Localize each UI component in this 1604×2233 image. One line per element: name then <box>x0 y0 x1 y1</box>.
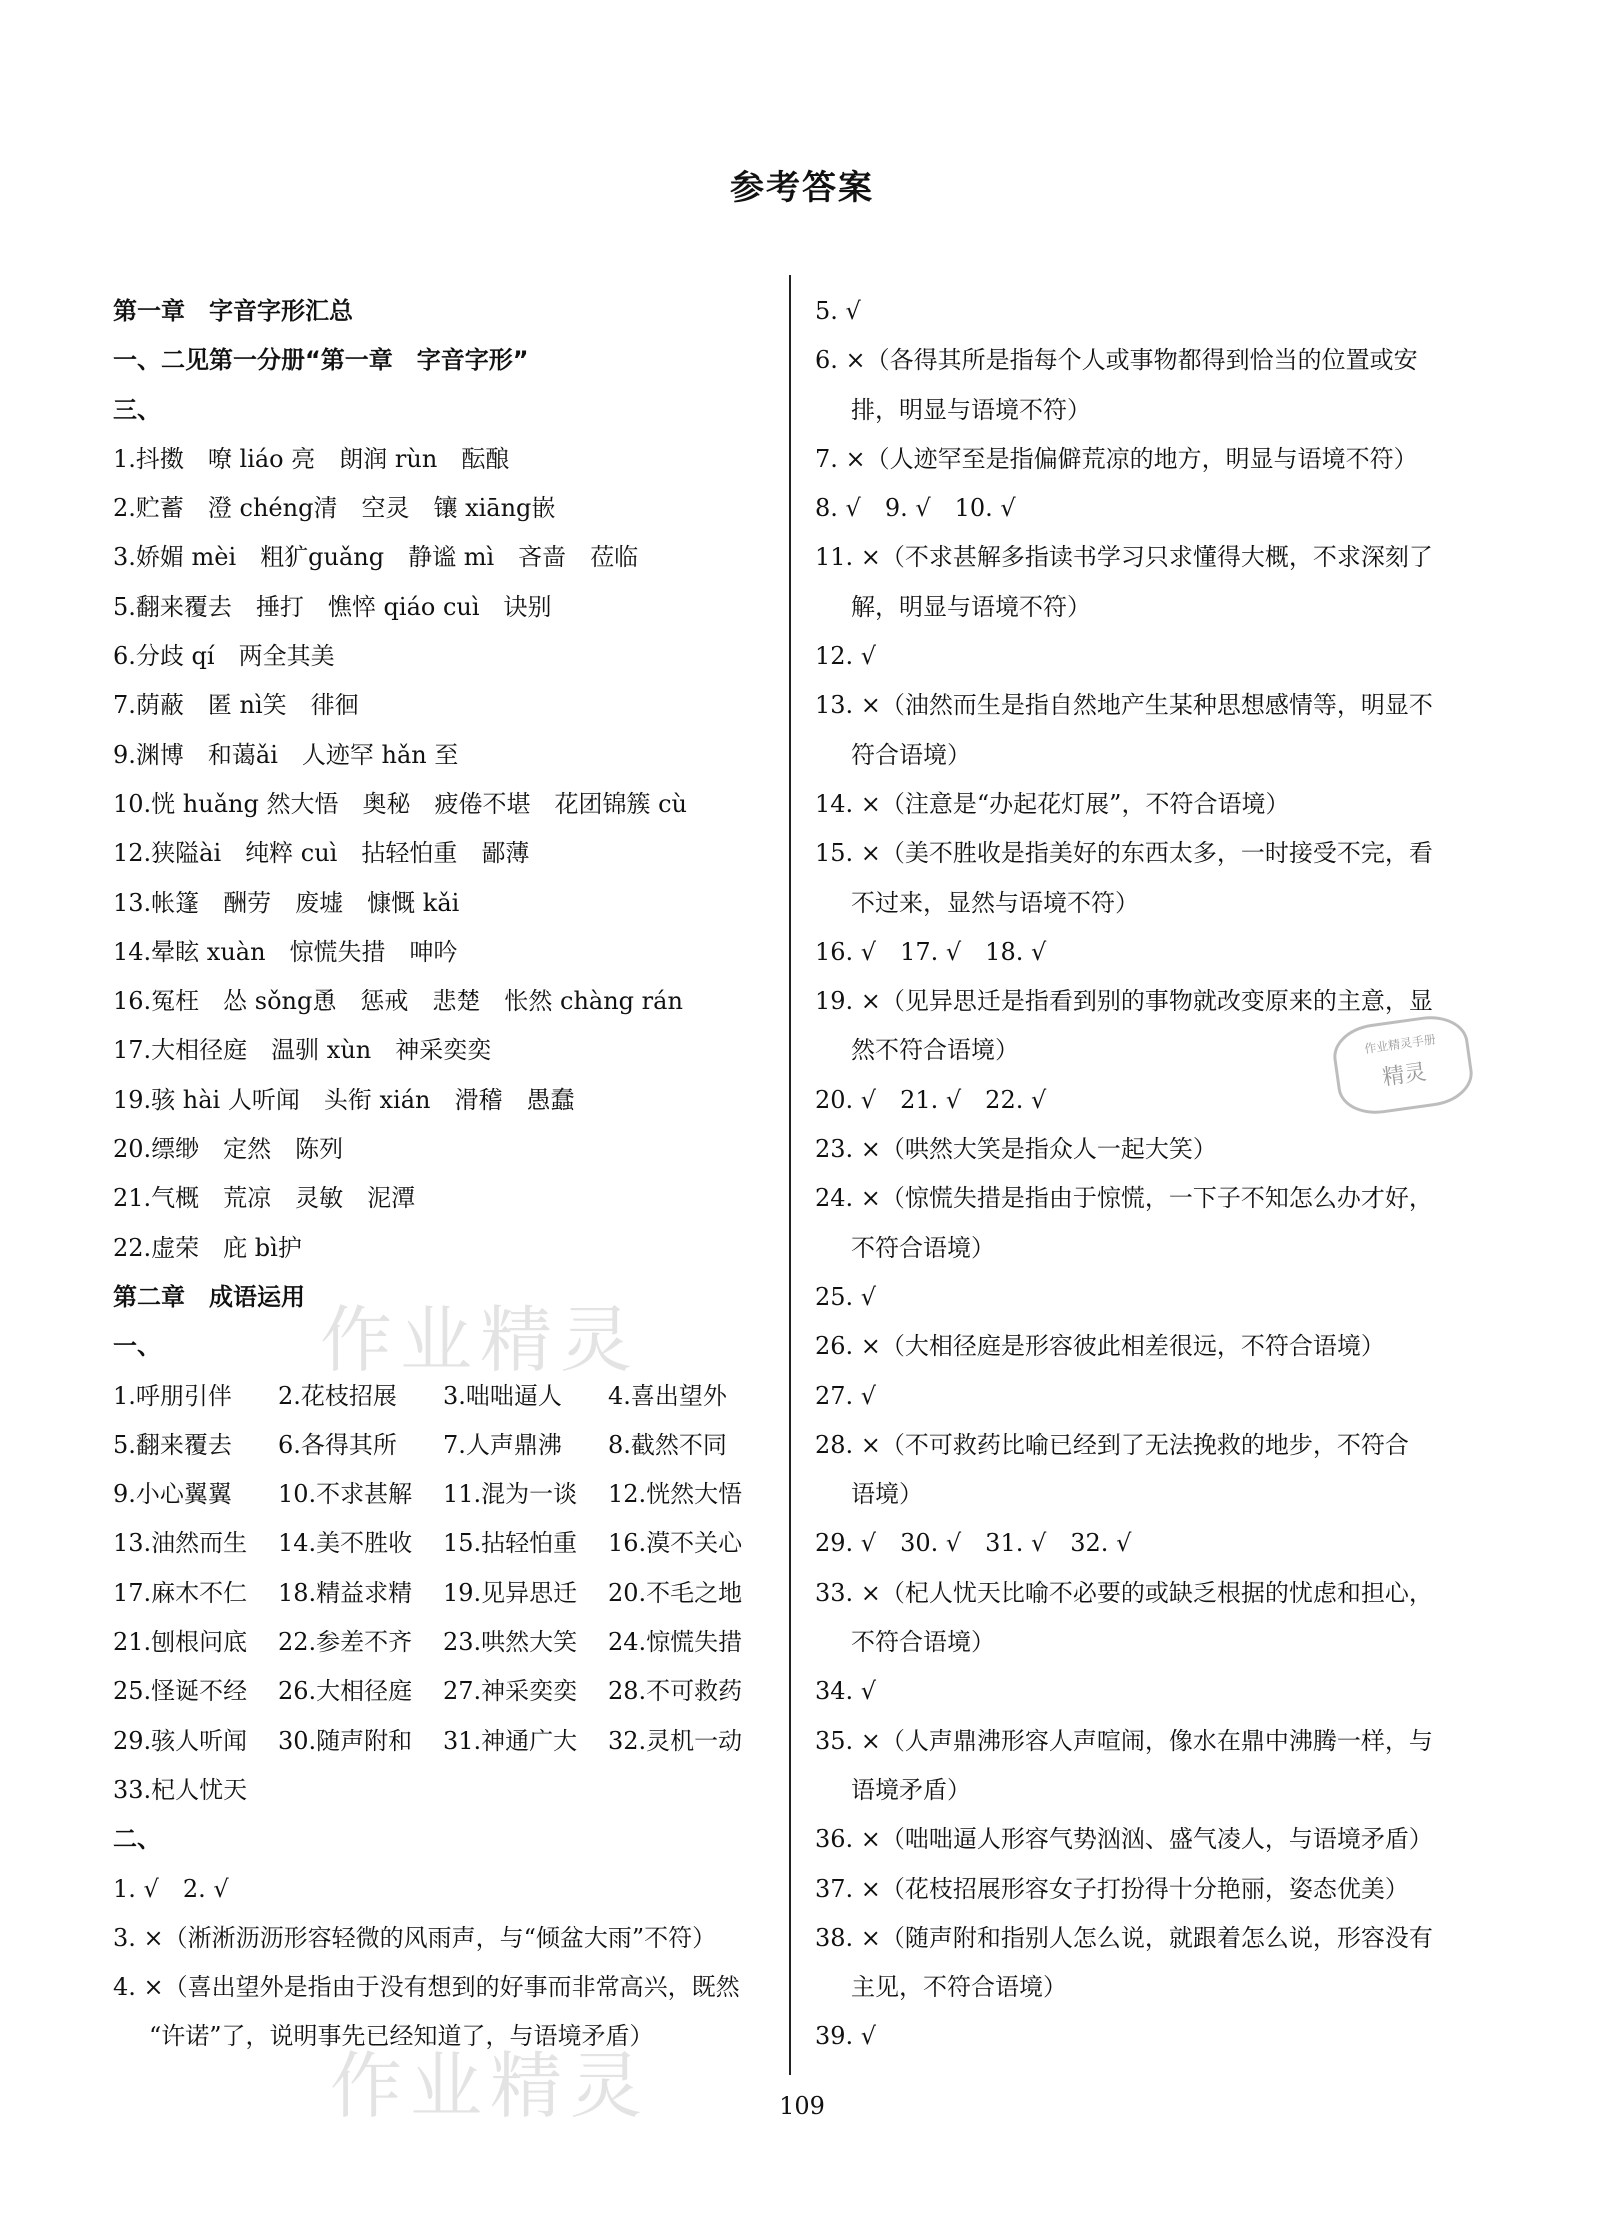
idiom-item: 23.哄然大笑 <box>443 1628 578 1657</box>
answer-line: 10.恍 huǎng 然大悟 奥秘 疲倦不堪 花团锦簇 cù <box>113 789 687 818</box>
answer-line: 5.翻来覆去 捶打 憔悴 qiáo cuì 诀别 <box>113 592 552 621</box>
answer-line: 19. ×（见异思迁是指看到别的事物就改变原来的主意，显 <box>815 987 1433 1016</box>
answer-line: 27. √ <box>815 1381 877 1410</box>
answer-line: 25. √ <box>815 1282 877 1311</box>
chapter2-heading: 第二章 成语运用 <box>113 1282 305 1311</box>
idiom-item: 26.大相径庭 <box>278 1677 413 1706</box>
answer-line: 3.娇媚 mèi 粗犷guǎng 静谧 mì 吝啬 莅临 <box>113 543 639 572</box>
answer-line: 16.冤枉 怂 sǒng恿 惩戒 悲楚 怅然 chàng rán <box>113 987 683 1016</box>
section-heading: 一、 <box>113 1332 161 1361</box>
answer-line: 11. ×（不求甚解多指读书学习只求懂得大概，不求深刻了 <box>815 543 1433 572</box>
idiom-item: 29.骇人听闻 <box>113 1726 248 1755</box>
answer-line: 语境） <box>851 1480 923 1509</box>
answer-line: 35. ×（人声鼎沸形容人声喧闹，像水在鼎中沸腾一样，与 <box>815 1726 1433 1755</box>
idiom-row <box>113 1569 773 1618</box>
answer-line: 36. ×（咄咄逼人形容气势汹汹、盛气凌人，与语境矛盾） <box>815 1825 1433 1854</box>
answer-line: 3. ×（淅淅沥沥形容轻微的风雨声，与“倾盆大雨”不符） <box>113 1923 717 1952</box>
answer-line: 29. √ 30. √ 31. √ 32. √ <box>815 1529 1132 1558</box>
stamp-line1: 作业精灵手册 <box>1363 1032 1437 1057</box>
answer-line: 13. ×（油然而生是指自然地产生某种思想感情等，明显不 <box>815 691 1433 720</box>
answer-line: 15. ×（美不胜收是指美好的东西太多，一时接受不完，看 <box>815 839 1433 868</box>
idiom-item: 15.拈轻怕重 <box>443 1529 578 1558</box>
idiom-item: 7.人声鼎沸 <box>443 1430 562 1459</box>
idiom-row <box>113 1421 773 1470</box>
answer-line: 4. ×（喜出望外是指由于没有想到的好事而非常高兴，既然 <box>113 1973 740 2002</box>
idiom-row <box>113 1667 773 1716</box>
answer-line: 5. √ <box>815 297 861 325</box>
section-heading: 二、 <box>113 1825 161 1854</box>
answer-line: 12. √ <box>815 642 877 671</box>
answer-line: 13.帐篷 酬劳 废墟 慷慨 kǎi <box>113 888 460 917</box>
answer-line: 21.气概 荒凉 灵敏 泥潭 <box>113 1184 416 1213</box>
idiom-item: 4.喜出望外 <box>608 1381 727 1410</box>
idiom-item: 33.杞人忧天 <box>113 1775 248 1804</box>
answer-line: 9.渊博 和蔼ǎi 人迹罕 hǎn 至 <box>113 740 459 769</box>
watermark: 作业精灵 <box>330 2044 651 2128</box>
answer-line: 34. √ <box>815 1677 877 1706</box>
idiom-item: 9.小心翼翼 <box>113 1480 232 1509</box>
answer-line: 6.分歧 qí 两全其美 <box>113 642 335 671</box>
idiom-item: 30.随声附和 <box>278 1726 413 1755</box>
idiom-item: 31.神通广大 <box>443 1726 578 1755</box>
idiom-item: 14.美不胜收 <box>278 1529 413 1558</box>
idiom-row <box>113 1766 773 1815</box>
section-heading: 一、二见第一分册“第一章 字音字形” <box>113 346 529 375</box>
answer-line: 12.狭隘ài 纯粹 cuì 拈轻怕重 鄙薄 <box>113 839 530 868</box>
answer-line: 26. ×（大相径庭是形容彼此相差很远，不符合语境） <box>815 1332 1385 1361</box>
answer-line: 1.抖擞 嘹 liáo 亮 朗润 rùn 酝酿 <box>113 444 510 473</box>
idiom-row <box>113 1519 773 1568</box>
left-column <box>113 287 773 2062</box>
answer-line: 2.贮蓄 澄 chéng清 空灵 镶 xiāng嵌 <box>113 494 556 523</box>
idiom-item: 8.截然不同 <box>608 1430 727 1459</box>
idiom-row <box>113 1470 773 1519</box>
idiom-item: 22.参差不齐 <box>278 1628 413 1657</box>
answer-line: 17.大相径庭 温驯 xùn 神采奕奕 <box>113 1036 492 1065</box>
answer-line: 然不符合语境） <box>851 1036 1019 1065</box>
answer-line: 解，明显与语境不符） <box>851 592 1091 621</box>
answer-line: 37. ×（花枝招展形容女子打扮得十分艳丽，姿态优美） <box>815 1874 1409 1903</box>
answer-line: 16. √ 17. √ 18. √ <box>815 937 1047 966</box>
idiom-item: 24.惊慌失措 <box>608 1628 743 1657</box>
idiom-row <box>113 1372 773 1421</box>
idiom-item: 3.咄咄逼人 <box>443 1381 562 1410</box>
watermark: 作业精灵 <box>320 1298 641 1382</box>
answer-line: 28. ×（不可救药比喻已经到了无法挽救的地步，不符合 <box>815 1430 1409 1459</box>
idiom-item: 5.翻来覆去 <box>113 1430 232 1459</box>
idiom-item: 32.灵机一动 <box>608 1726 743 1755</box>
answer-line: 主见，不符合语境） <box>851 1973 1067 2002</box>
answer-line: 不过来，显然与语境不符） <box>851 888 1139 917</box>
idiom-item: 28.不可救药 <box>608 1677 743 1706</box>
answer-line: 符合语境） <box>851 740 971 769</box>
answer-line: 7. ×（人迹罕至是指偏僻荒凉的地方，明显与语境不符） <box>815 444 1418 473</box>
answer-line: 不符合语境） <box>851 1233 995 1262</box>
idiom-item: 10.不求甚解 <box>278 1480 413 1509</box>
answer-line: 22.虚荣 庇 bì护 <box>113 1233 302 1262</box>
page-number: 109 <box>779 2092 825 2120</box>
idiom-item: 13.油然而生 <box>113 1529 248 1558</box>
section-heading: 三、 <box>113 395 161 424</box>
answer-line: 23. ×（哄然大笑是指众人一起大笑） <box>815 1135 1217 1164</box>
answer-line: 语境矛盾） <box>851 1775 971 1804</box>
chapter1-heading: 第一章 字音字形汇总 <box>113 297 353 325</box>
idiom-item: 11.混为一谈 <box>443 1480 578 1509</box>
answer-line: 33. ×（杞人忧天比喻不必要的或缺乏根据的忧虑和担心， <box>815 1578 1433 1607</box>
answer-line: 1. √ 2. √ <box>113 1874 229 1903</box>
answer-line: 不符合语境） <box>851 1628 995 1657</box>
idiom-row <box>113 1717 773 1766</box>
idiom-item: 16.漠不关心 <box>608 1529 743 1558</box>
stamp-line2: 精灵 <box>1380 1059 1428 1091</box>
right-column <box>815 287 1475 2062</box>
idiom-item: 2.花枝招展 <box>278 1381 397 1410</box>
answer-line: 14. ×（注意是“办起花灯展”，不符合语境） <box>815 789 1290 818</box>
page-title: 参考答案 <box>730 168 874 208</box>
idiom-item: 19.见异思迁 <box>443 1578 578 1607</box>
idiom-item: 17.麻木不仁 <box>113 1578 248 1607</box>
answer-line: “许诺”了，说明事先已经知道了，与语境矛盾） <box>149 2022 654 2051</box>
idiom-item: 21.刨根问底 <box>113 1628 248 1657</box>
answer-line: 20.缥缈 定然 陈列 <box>113 1135 344 1164</box>
idiom-item: 6.各得其所 <box>278 1430 397 1459</box>
idiom-item: 1.呼朋引伴 <box>113 1381 232 1410</box>
answer-line: 20. √ 21. √ 22. √ <box>815 1085 1047 1114</box>
answer-line: 24. ×（惊慌失措是指由于惊慌，一下子不知怎么办才好， <box>815 1184 1433 1213</box>
idiom-item: 12.恍然大悟 <box>608 1480 743 1509</box>
idiom-item: 27.神采奕奕 <box>443 1677 578 1706</box>
column-divider <box>789 275 791 2075</box>
answer-line: 6. ×（各得其所是指每个人或事物都得到恰当的位置或安 <box>815 346 1418 375</box>
answer-line: 38. ×（随声附和指别人怎么说，就跟着怎么说，形容没有 <box>815 1923 1433 1952</box>
answer-line: 14.晕眩 xuàn 惊慌失措 呻吟 <box>113 937 458 966</box>
idiom-item: 20.不毛之地 <box>608 1578 743 1607</box>
answer-line: 7.荫蔽 匿 nì笑 徘徊 <box>113 691 359 720</box>
answer-line: 排，明显与语境不符） <box>851 395 1091 424</box>
answer-line: 19.骇 hài 人听闻 头衔 xián 滑稽 愚蠢 <box>113 1085 575 1114</box>
idiom-item: 25.怪诞不经 <box>113 1677 248 1706</box>
idiom-item: 18.精益求精 <box>278 1578 413 1607</box>
answer-line: 8. √ 9. √ 10. √ <box>815 494 1016 523</box>
idiom-row <box>113 1618 773 1667</box>
answer-line: 39. √ <box>815 2022 877 2051</box>
